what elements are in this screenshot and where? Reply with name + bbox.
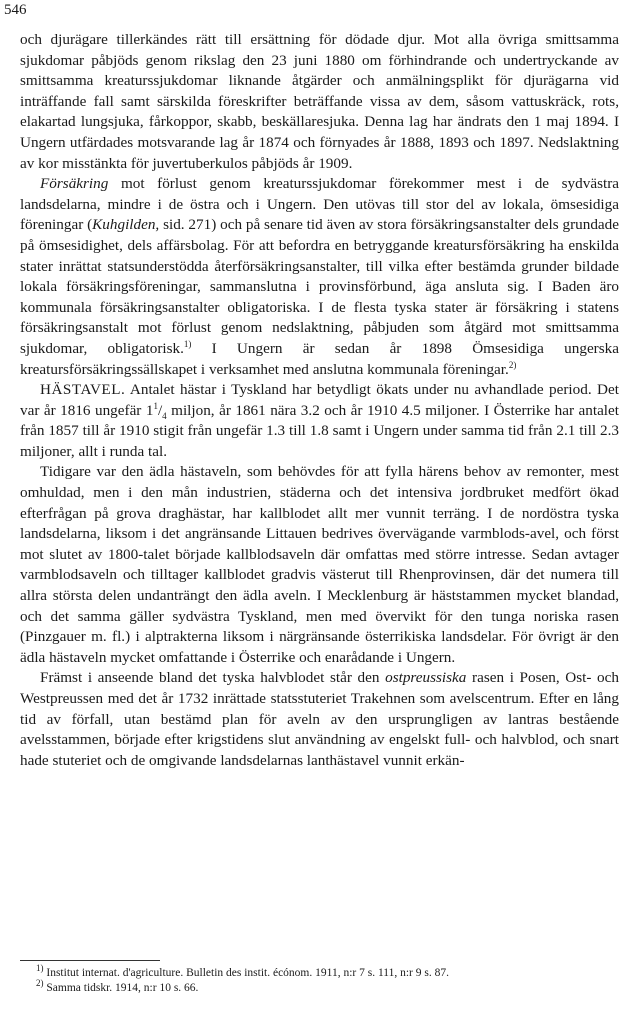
italic-text: ostpreussiska [385,669,467,687]
italic-text: Försäkring [40,175,109,193]
text-run: I Ungern är sedan år 1898 Ömsesidiga ungerska kreatursförsäkringssällskapet i verksamhet med anslutna kommunala föreningar. [20,339,619,378]
paragraph [20,30,619,174]
text-run: Tidigare var den ädla hästaveln, som behövdes för att fylla härens behov av remonter, mest omhuldad, men i den mån industrien, städerna och det intensiva jordbruket medfört ökad efterfrågan på grova draghästar, har kallblodet allt mer vunnit terräng. I de nordöstra tyska landsdelarna, liksom i det angränsande Littauen bedrives övervägande varmblods-avel, och först mot slutet av 1800-talet började kallblodsaveln där omfattas med större intresse. Sedan avtager varmblodsaveln och tilltager kallblodet gradvis västerut till Rhenprovinsen, där det numera till allra största delen undanträngt den ädla aveln. I Mecklenburg är häststammen mycket blandad, och det samma gäller sydvästra Tyskland, men med övervikt för den tunga noriska rasen (Pinzgauer m. fl.) i alptrakterna liksom i närgränsande österrikiska landsdelar. För övrigt är den ädla hästaveln mycket omfattande i Österrike och enarådande i Ungern. [20,463,619,666]
text-run: sid. 271) och på senare tid även av stora försäkringsanstalter dels grundade på ömsesidighet, dels affärsbolag. För att befordra en betryggande kreatursförsäkring ha enskilda stater inrättat statsunderstödda återförsäkringsanstalter, till vilka efter bestämda grunder bildade lokala försäkringsföreningar, sammanslutna i provinsförbund, äga ansluta sig. I Baden äro kommunala försäkringsanstalter obligatoriska. I de flesta tyska stater är försäkring i statens försäkringsanstalt mot förlust genom nedslaktning, påbjuden som åtgärd mot smittsamma sjukdomar, obligatorisk. [20,216,619,357]
text-run: / [157,401,163,419]
paragraph [20,174,619,380]
text-run: rasen i Posen, Ost- och Westpreussen med det år 1732 inrättade statsstuteriet Trakehnen som avelscentrum. Efter en lång tid av förfall, utan bestämd plan för aveln av den ursprungligen av lantras bestående avelsstammen, började efter krigstidens slut användning av engelskt full- och halvblod, och snart hade stuteriet och de omgivande landsdelarnas lanthästavel vunnit erkän- [20,669,619,769]
footnote-divider [20,960,160,961]
text-run: 4 [162,410,167,421]
footnote [20,978,619,996]
paragraph [20,462,619,668]
text-run: HÄSTAVEL. [40,381,126,399]
text-run: mot förlust genom kreaturssjukdomar förekommer mest i de sydvästra landsdelarna, mindre i de östra och i Ungern. Den utövas till stor del av lokala, ömsesidiga föreningar ( [20,175,619,234]
footnote-text: Samma tidskr. 1914, n:r 10 s. 66. [43,982,199,994]
body-text [20,30,619,771]
page-number: 546 [4,2,27,18]
text-run: Främst i anseende bland det tyska halvblodet står den [40,669,386,687]
superscript: 2) [508,359,517,370]
footnote [20,963,619,981]
superscript: 1) [183,338,192,349]
footnote-mark: 1) [36,963,44,974]
paragraph [20,668,619,771]
footnote-mark: 2) [36,978,44,989]
text-run: Antalet hästar i Tyskland har betydligt ökats under nu avhandlade period. Det var år 1816 ungefär 1 [20,381,619,419]
footnote-text: Institut internat. d'agriculture. Bulletin des instit. écónom. 1911, n:r 7 s. 111, n:r 9 s. 87. [43,967,449,979]
paragraph [20,380,619,462]
italic-text: Kuhgilden, [92,216,160,234]
text-run: och djurägare tillerkändes rätt till ersättning för dödade djur. Mot alla övriga smittsamma sjukdomar påbjöds genom rikslag den 23 juni 1880 om förhindrande och undertryckande av smittsamma kreaturssjukdomar liknande åtgärder och anmälningsplikt för djurägarna vid inträffande fall samt särskilda föreskrifter beträffande vissa av dem, såsom vattuskräck, rots, elakartad lungsjuka, fårkoppor, skabb, beskällaresjuka. Denna lag har ändrats den 1 maj 1894. I Ungern utfärdades motsvarande lag år 1874 och förnyades år 1888, 1893 och 1897. Nedslaktning av kor misstänkta för juvertuberkulos påbjöds år 1909. [20,31,619,172]
text-run: miljon, år 1861 nära 3.2 och år 1910 4.5 miljoner. I Österrike har antalet från 1857 till år 1910 stigit från ungefär 1.3 till 1.8 samt i Ungern under samma tid från 2.1 till 2.3 miljoner, allt i runda tal. [20,401,619,460]
superscript: 1 [153,400,158,411]
footnotes [20,963,619,996]
